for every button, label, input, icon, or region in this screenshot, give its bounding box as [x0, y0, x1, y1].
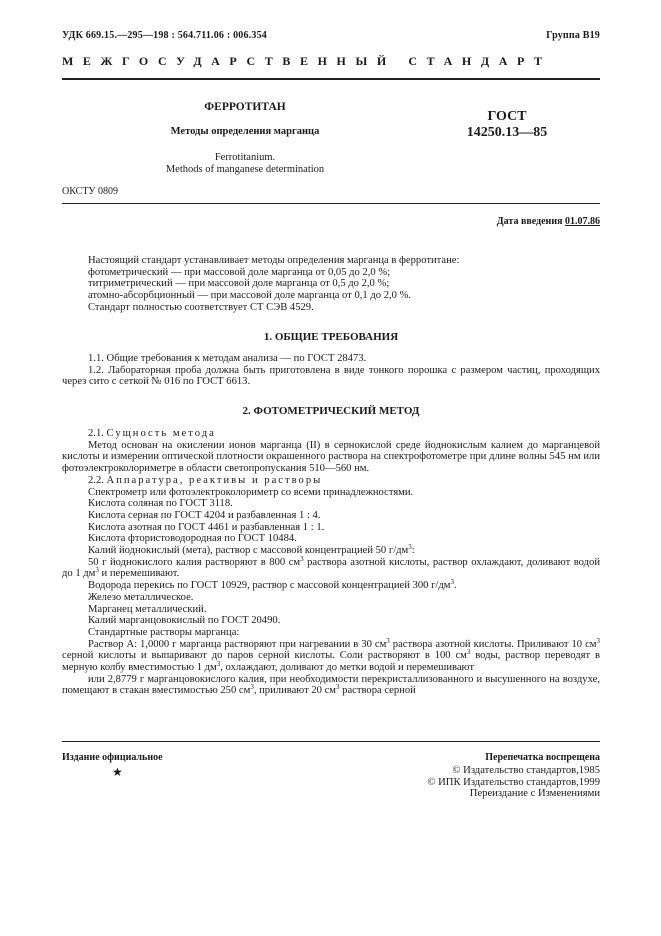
intro-block — [88, 255, 608, 314]
footer-divider — [62, 741, 600, 742]
introduction-date — [497, 216, 600, 227]
paragraph-1-1: 1.1. Общие требования к методам анализа — по ГОСТ 28473. — [88, 353, 367, 364]
reagent-item: Марганец металлический. — [88, 603, 207, 615]
subsection-title: Аппаратура, реактивы и растворы — [106, 474, 323, 486]
intro-line: фотометрический — при массовой доле марганца от 0,05 до 2,0 %; — [88, 266, 391, 278]
subsection-number: 2.1. — [88, 428, 104, 439]
subsection-title: Сущность метода — [106, 428, 216, 439]
title-divider — [62, 203, 600, 204]
section-1-heading: 1. ОБЩИЕ ТРЕБОВАНИЯ — [263, 331, 399, 343]
header-divider — [62, 78, 600, 80]
copyright-line: © Издательство стандартов,1985 — [452, 765, 600, 776]
reagent-item: Кислота серная по ГОСТ 4204 и разбавленная 1 : 4. — [88, 509, 321, 521]
subsection-2-2-title — [62, 475, 600, 487]
section-1-body — [62, 353, 600, 388]
english-title: Ferrotitanium. — [214, 152, 276, 163]
gost-label: ГОСТ — [487, 109, 527, 124]
section-2-body — [62, 428, 600, 697]
intro-line: титриметрический — при массовой доле марганца от 0,5 до 2,0 %; — [88, 278, 390, 290]
intro-line: атомно-абсорбционный — при массовой доле марганца от 0,1 до 2,0 %. — [88, 290, 412, 302]
intro-line: Настоящий стандарт устанавливает методы определения марганца в ферротитане: — [88, 255, 460, 266]
introduction-date-label: Дата введения — [496, 216, 563, 227]
reagent-item: Стандартные растворы марганца: — [88, 626, 240, 638]
subsection-2-1-title — [62, 428, 600, 440]
solution-a-preparation: Раствор А: 1,0000 г марганца растворяют при нагревании в 30 $см^3$ раствора азотной кислоты. Приливают 10 $см^3$ серной кислоты и выпаривают до паров серной кислоты. Соли растворяют в 100 $см^3$ воды, раствор переводят в мерную колбу вместимостью 1 $дм^3$, охлаждают, доливают до метки водой и перемешивают — [62, 636, 600, 674]
reprint-prohibited: Перепечатка воспрещена — [485, 752, 600, 763]
document-title: ФЕРРОТИТАН — [204, 101, 286, 113]
intro-line: Стандарт полностью соответствует СТ СЭВ 4529. — [88, 301, 314, 313]
paragraph-2-1: Метод основан на окислении ионов марганца (II) в сернокислой среде йоднокислым калием до марганцевой кислоты и измерении оптической плотности окрашенного раствора на спектрофотометре при длине волны 545 нм или фотоэлектроколориметре в области светопропускания 510—560 нм. — [62, 439, 600, 475]
reagent-kio4-preparation: 50 г йоднокислого калия растворяют в 800 $см^3$ раствора азотной кислоты, раствор охлаждают, доливают водой до 1 $дм^3$ и перемешивают. — [62, 554, 600, 580]
gost-number: 14250.13—85 — [466, 125, 548, 140]
reagent-item-h2o2: Водорода перекись по ГОСТ 10929, раствор с массовой концентрацией 300 $г/дм^3$. — [88, 578, 457, 592]
paragraph-1-2: 1.2. Лабораторная проба должна быть приготовлена в виде тонкого порошка с размером частиц, проходящих через сито с сеткой № 016 по ГОСТ 6613. — [62, 364, 600, 388]
reagent-item: Кислота соляная по ГОСТ 3118. — [88, 498, 233, 510]
reissue-note: Переиздание с Изменениями — [469, 788, 600, 800]
reagent-item: Калий марганцовокислый по ГОСТ 20490. — [88, 615, 281, 627]
official-edition: Издание официальное — [62, 752, 163, 763]
interstate-standard-heading: МЕЖГОСУДАРСТВЕННЫЙ СТАНДАРТ — [62, 54, 552, 68]
english-subtitle: Methods of manganese determination — [165, 164, 325, 175]
reagent-item: Кислота фтористоводородная по ГОСТ 10484. — [88, 533, 297, 545]
copyright-line: © ИПК Издательство стандартов,1999 — [427, 776, 600, 788]
introduction-date-value: 01.07.86 — [565, 216, 600, 227]
udc-code: УДК 669.15.—295—198 : 564.711.06 : 006.354 — [62, 30, 267, 41]
okstu-code: ОКСТУ 0809 — [62, 186, 119, 197]
reagent-item: Спектрометр или фотоэлектроколориметр со всеми принадлежностями. — [88, 486, 414, 498]
section-2-heading: 2. ФОТОМЕТРИЧЕСКИЙ МЕТОД — [242, 405, 420, 417]
reagent-item-kio4: Калий йоднокислый (мета), раствор с массовой концентрацией 50 $г/дм^3$: — [88, 543, 415, 557]
footer-copyrights — [427, 765, 600, 800]
star-icon: ★ — [112, 765, 123, 779]
reagent-item: Кислота азотная по ГОСТ 4461 и разбавленная 1 : 1. — [88, 521, 325, 533]
reagent-item: Железо металлическое. — [88, 591, 194, 603]
solution-a-alternative: или 2,8779 г марганцовокислого калия, при необходимости перекристаллизованного и высушенного на воздухе, помещают в стакан вместимостью 250 $см^3$, приливают 20 $см^3$ раствора серной — [62, 673, 600, 697]
subsection-number: 2.2. — [88, 474, 104, 486]
document-subtitle: Методы определения марганца — [170, 126, 320, 137]
group-code: Группа В19 — [546, 30, 600, 41]
